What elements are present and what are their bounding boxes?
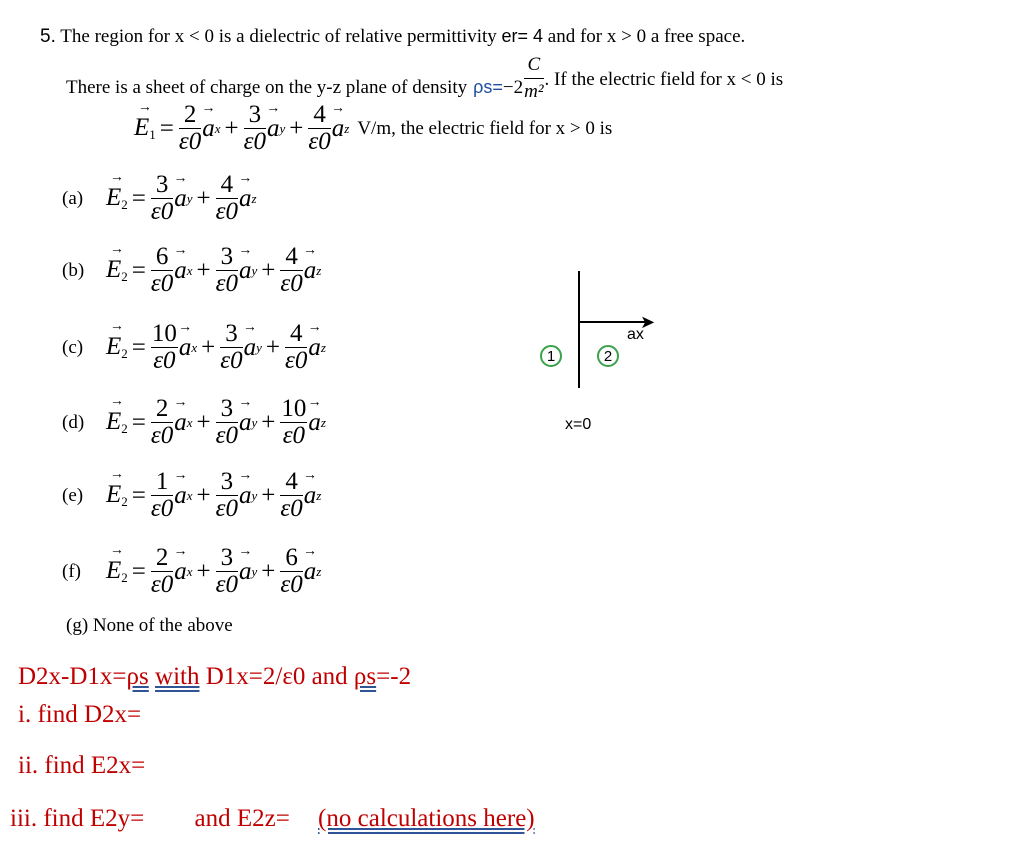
term-numerator: 10	[151, 320, 177, 347]
unit-vector: → a	[239, 558, 252, 586]
rho-value: −2	[502, 76, 524, 98]
note-with: with	[155, 663, 200, 690]
problem-number: 5.	[40, 26, 56, 47]
term-fraction	[216, 172, 238, 225]
eps: ε0	[280, 571, 303, 598]
problem-text-2-tail: . If the electric field for x < 0 is	[544, 68, 784, 90]
problem-text-1-tail: and for x > 0 a free space.	[547, 26, 746, 47]
plus-sign: +	[196, 557, 211, 585]
region-2-marker: 2	[597, 345, 619, 367]
unit-vector-sub: z	[320, 414, 326, 430]
unit-vector-sub: x	[186, 262, 193, 278]
rho-unit-numerator: C	[527, 54, 541, 75]
term-fraction	[285, 321, 307, 374]
eps: ε0	[150, 495, 174, 522]
eps: ε0	[285, 347, 308, 374]
eps: ε0	[178, 128, 202, 155]
unit-vector: → a	[304, 482, 317, 510]
eps: ε0	[150, 422, 174, 449]
eps: ε0	[215, 270, 238, 297]
note-d1x: D1x=2/ε0 and	[205, 663, 348, 690]
eps: ε0	[150, 270, 174, 297]
plus-sign: +	[261, 481, 276, 509]
question-ii: ii. find E2x=	[18, 752, 146, 779]
term-numerator: 1	[155, 468, 169, 495]
unit-vector-sub: x	[186, 487, 193, 503]
term-fraction	[151, 244, 173, 297]
term-numerator: 4	[289, 320, 303, 347]
term-numerator: 3	[225, 320, 238, 347]
e1-y-num: 3	[248, 101, 262, 128]
equals-sign: =	[131, 256, 146, 284]
term-fraction	[151, 172, 173, 225]
term-numerator: 6	[155, 243, 169, 270]
term-fraction	[151, 321, 178, 374]
option-label: (e)	[62, 484, 84, 506]
e2-symbol: → $E_2$	[106, 408, 128, 437]
unit-vector: → a	[174, 257, 187, 285]
option-c[interactable]	[62, 321, 326, 374]
equals-sign: =	[131, 184, 146, 212]
e2-symbol: → $E_2$	[106, 184, 128, 213]
eps: ε0	[243, 128, 266, 155]
plus-sign: +	[261, 557, 276, 585]
plus-sign: +	[196, 256, 211, 284]
problem-text-1: The region for x < 0 is a dielectric of relative permittivity	[60, 26, 497, 47]
eps: ε0	[282, 422, 306, 449]
term-fraction	[280, 244, 302, 297]
term-fraction	[151, 545, 173, 598]
unit-vector-sub: z	[316, 563, 322, 579]
option-a[interactable]	[62, 172, 257, 225]
option-label: (f)	[62, 560, 81, 582]
unit-vector: → a	[308, 334, 321, 362]
eps: ε0	[220, 347, 243, 374]
note-rho-value: =-2	[376, 663, 412, 690]
unit-vector: → a	[304, 257, 317, 285]
problem-text-2: There is a sheet of charge on the y-z plane of density	[66, 76, 468, 98]
term-numerator: 3	[220, 243, 234, 270]
unit-vector-sub: z	[251, 190, 257, 206]
question-iii-e2y: iii. find E2y=	[10, 805, 145, 832]
term-numerator: 4	[285, 468, 298, 495]
unit-vector-sub: y	[256, 339, 262, 355]
note-line-1	[18, 663, 411, 691]
term-fraction	[216, 469, 238, 522]
unit-vector: → a	[174, 558, 187, 586]
unit-vector-sub: y	[251, 414, 258, 430]
axis-line	[579, 321, 645, 323]
e2-symbol: → $E_2$	[106, 481, 128, 510]
term-numerator: 3	[220, 544, 234, 571]
plus-sign: +	[196, 481, 211, 509]
rho-unit-denominator: m²	[524, 81, 544, 102]
unit-vector: → a	[308, 409, 321, 437]
eps: ε0	[215, 495, 238, 522]
unit-vector-x: → a	[202, 115, 215, 143]
unit-vector-sub: y	[251, 262, 258, 278]
e2-symbol: → $E_2$	[106, 256, 128, 285]
equals-sign: =	[131, 333, 146, 361]
equals-sign: =	[159, 114, 174, 142]
boundary-label: x=0	[565, 416, 592, 433]
option-f[interactable]	[62, 545, 321, 598]
term-numerator: 10	[281, 395, 307, 422]
problem-line-1	[40, 26, 745, 48]
eps: ε0	[308, 128, 331, 155]
term-numerator: 3	[220, 395, 234, 422]
axis-arrowhead-icon: ➤	[640, 312, 656, 333]
e1-z-num: 4	[313, 101, 326, 128]
unit-vector-sub: y	[186, 190, 193, 206]
term-fraction	[216, 545, 238, 598]
e1-y-frac	[244, 102, 266, 155]
e1-x-num: 2	[183, 101, 197, 128]
term-fraction	[151, 469, 173, 522]
term-numerator: 2	[155, 395, 169, 422]
unit-vector-sub: z	[316, 487, 322, 503]
eps: ε0	[215, 198, 238, 225]
region-1-marker: 1	[540, 345, 562, 367]
eps: ε0	[215, 422, 238, 449]
unit-vector-sub: y	[251, 487, 258, 503]
note-text: D2x-D1x=	[18, 663, 127, 690]
unit-vector: → a	[304, 558, 317, 586]
option-label: (a)	[62, 187, 84, 209]
plus-sign: +	[201, 333, 216, 361]
e2-symbol: → $E_2$	[106, 333, 128, 362]
plus-sign: +	[261, 256, 276, 284]
note-rho: ρs	[126, 663, 149, 690]
option-d[interactable]	[62, 396, 326, 449]
unit-vector: → a	[244, 334, 257, 362]
eps: ε0	[153, 347, 176, 374]
e2-symbol: → $E_2$	[106, 557, 128, 586]
e1-equation: → $E_1$ = $\frac{2}{\varepsilon 0}$ → a x + $\frac{3}{\varepsilon 0}$ → a y + $\frac{4}{\varepsilon 0}$ → a z V/m, the electric field for x > 0 is	[134, 102, 612, 155]
eps: ε0	[215, 571, 238, 598]
equals-sign: =	[131, 408, 146, 436]
unit-vector: → a	[174, 185, 187, 213]
note-rho-2: ρs	[353, 663, 377, 690]
term-fraction	[280, 545, 302, 598]
unit-vector: → a	[179, 334, 192, 362]
plus-sign: +	[196, 408, 211, 436]
unit-vector-sub: z	[316, 262, 322, 278]
term-fraction	[280, 469, 302, 522]
term-numerator: 3	[155, 171, 169, 198]
question-i: i. find D2x=	[18, 701, 142, 728]
option-label: (c)	[62, 336, 84, 358]
e1-x-frac	[179, 102, 201, 155]
unit-vector-sub: x	[186, 414, 193, 430]
unit-vector-y: → a	[267, 115, 280, 143]
term-fraction	[216, 396, 238, 449]
boundary-line	[578, 271, 580, 388]
question-iii	[10, 805, 535, 833]
term-fraction	[151, 396, 173, 449]
unit-vector-sub: x	[191, 339, 198, 355]
question-iii-note: (no calculations here)	[318, 805, 535, 832]
unit-vector-sub: x	[186, 563, 193, 579]
term-fraction	[220, 321, 242, 374]
equals-sign: =	[131, 481, 146, 509]
term-numerator: 6	[285, 544, 298, 571]
option-label: (b)	[62, 259, 85, 281]
unit-vector-sub: y	[251, 563, 258, 579]
unit-vector: → a	[174, 409, 187, 437]
plus-sign: +	[196, 184, 211, 212]
e1-symbol: → $E_1$	[134, 114, 156, 143]
option-label: (d)	[62, 411, 85, 433]
term-fraction	[280, 396, 307, 449]
option-g[interactable]: (g) None of the above	[66, 615, 233, 636]
eps: ε0	[280, 270, 303, 297]
plus-sign: +	[261, 408, 276, 436]
eps: ε0	[150, 571, 174, 598]
unit-vector: → a	[239, 185, 252, 213]
eps: ε0	[150, 198, 174, 225]
plus-sign: +	[265, 333, 281, 361]
problem-text-3-tail: V/m, the electric field for x > 0 is	[357, 117, 613, 139]
axis-label: ax	[627, 326, 644, 343]
er-label: er= 4	[501, 26, 544, 46]
eps: ε0	[280, 495, 303, 522]
rho-label: ρs=	[473, 77, 503, 97]
option-b[interactable]	[62, 244, 321, 297]
term-fraction	[216, 244, 238, 297]
term-numerator: 4	[220, 171, 234, 198]
term-numerator: 2	[155, 544, 169, 571]
unit-vector: → a	[239, 482, 252, 510]
term-numerator: 3	[220, 468, 234, 495]
question-iii-e2z: and E2z=	[194, 805, 290, 832]
rho-unit	[524, 52, 543, 105]
option-e[interactable]	[62, 469, 321, 522]
e1-z-frac	[308, 102, 330, 155]
equals-sign: =	[131, 557, 146, 585]
term-numerator: 4	[285, 243, 298, 270]
unit-vector-sub: z	[320, 339, 326, 355]
unit-vector-z: → a	[332, 115, 345, 143]
unit-vector: → a	[239, 257, 252, 285]
unit-vector: → a	[174, 482, 187, 510]
unit-vector: → a	[239, 409, 252, 437]
problem-line-2	[66, 52, 783, 105]
